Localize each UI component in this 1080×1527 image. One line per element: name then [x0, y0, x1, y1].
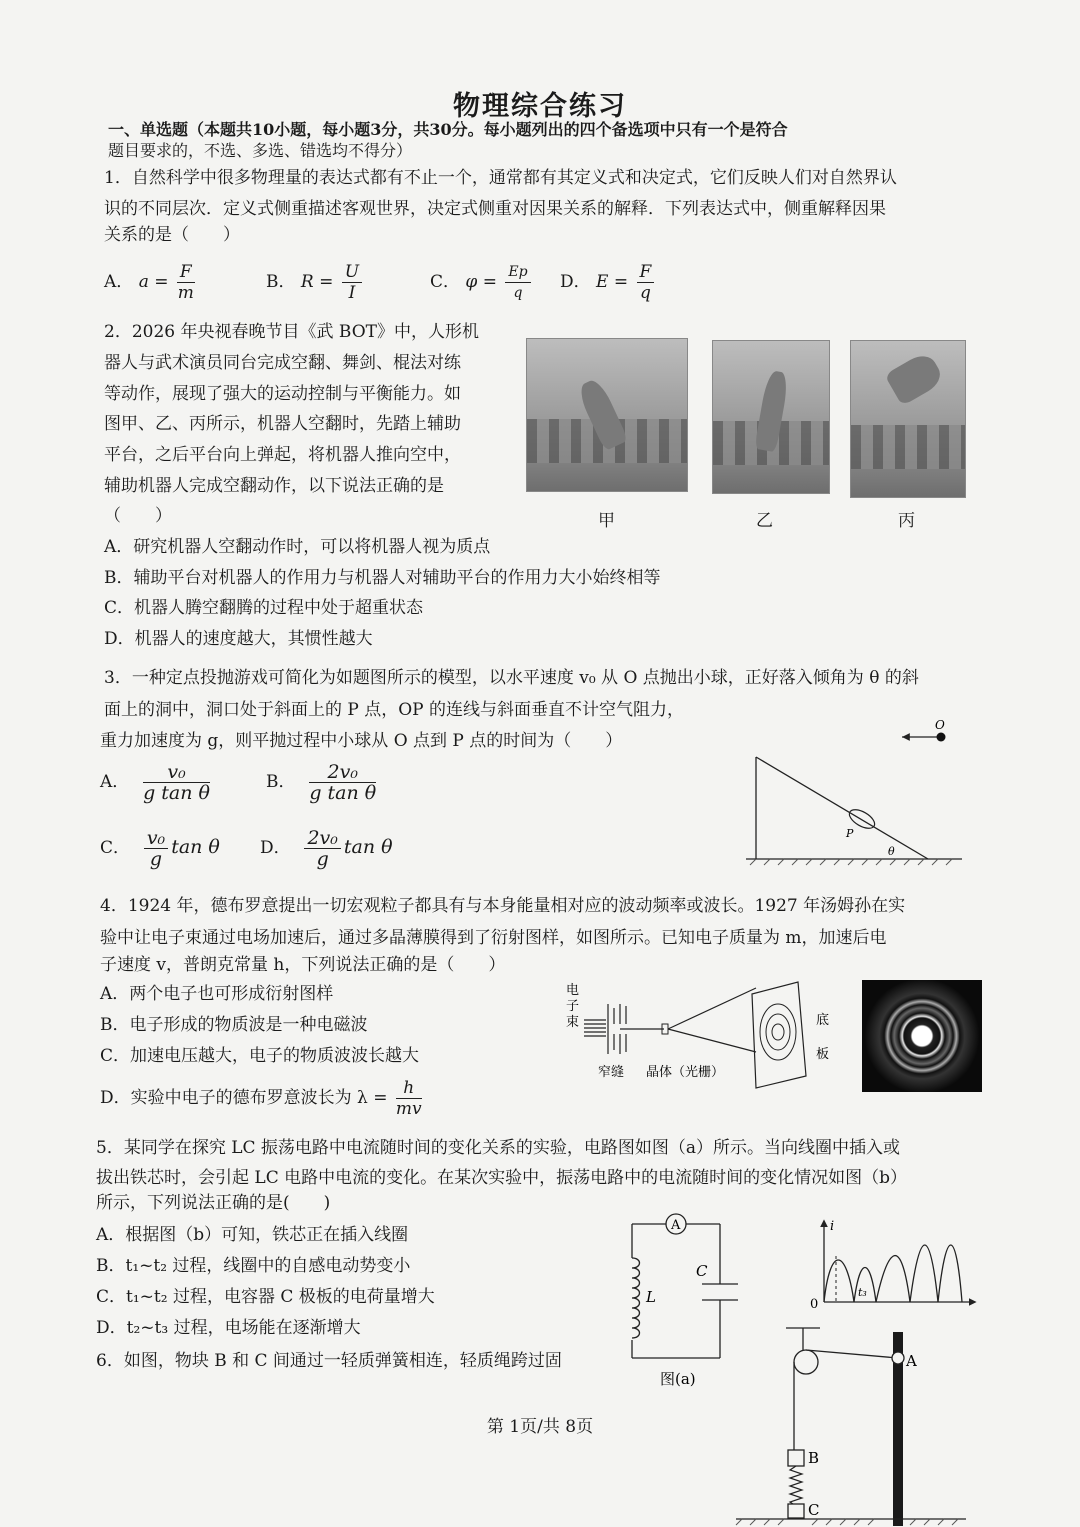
q5-line: 拔出铁芯时，会引起 LC 电路中电流的变化。在某次实验中，振荡电路中的电流随时间的变化情况如图（b） — [96, 1168, 907, 1188]
page-title: 物理综合练习 — [453, 91, 627, 122]
q4-line: 4．1924 年，德布罗意提出一切宏观粒子都具有与本身能量相对应的波动频率或波长。1927 年汤姆孙在实 — [100, 896, 906, 916]
q1-option-c[interactable]: C． φ = $\frac{Ep}{q}$ — [430, 262, 534, 303]
ammeter-label: A — [671, 1218, 681, 1233]
q5-line: 所示，下列说法正确的是( ) — [96, 1193, 331, 1213]
q4-option-b[interactable]: B．电子形成的物质波是一种电磁波 — [100, 1015, 368, 1035]
section-heading-cont: 题目要求的，不选、多选、错选均不得分） — [108, 141, 413, 160]
q3-option-b[interactable]: B． $\frac{\text{2v₀}}{\text{g tan θ}}$ — [266, 761, 377, 804]
svg-text:0: 0 — [810, 1297, 819, 1312]
q4-line: 验中让电子束通过电场加速后，通过多晶薄膜得到了衍射图样，如图所示。已知电子质量为 m，加速后电 — [100, 928, 887, 948]
svg-text:i: i — [830, 1219, 835, 1234]
svg-text:t₃: t₃ — [858, 1286, 867, 1299]
q3-line: 重力加速度为 g，则平抛过程中小球从 O 点到 P 点的时间为（ ） — [100, 731, 623, 751]
label-C: C — [808, 1501, 820, 1519]
q2-option-b[interactable]: B．辅助平台对机器人的作用力与机器人对辅助平台的作用力大小始终相等 — [104, 568, 661, 588]
robot-photo-yi — [712, 340, 830, 494]
q3-option-a[interactable]: A． $\frac{\text{v₀}}{\text{g tan θ}}$ — [100, 761, 210, 804]
q5-option-a[interactable]: A．根据图（b）可知，铁芯正在插入线圈 — [96, 1225, 409, 1245]
label-O: O — [935, 718, 945, 732]
q4-option-a[interactable]: A．两个电子也可形成衍射图样 — [100, 984, 334, 1004]
q2-line: 图甲、乙、丙所示，机器人空翻时，先踏上辅助 — [104, 414, 461, 434]
q2-option-c[interactable]: C．机器人腾空翻腾的过程中处于超重状态 — [104, 598, 424, 618]
q4-option-d[interactable]: D．实验中电子的德布罗意波长为 λ = $\frac{h}{mv}$ — [100, 1078, 422, 1119]
q3-line: 3．一种定点投抛游戏可简化为如题图所示的模型，以水平速度 v₀ 从 O 点抛出小球，正好落入倾角为 θ 的斜 — [104, 668, 919, 688]
q1-option-a[interactable]: A． a = $\frac{F}{m}$ — [104, 262, 194, 303]
caption-yi: 乙 — [756, 511, 773, 531]
diffraction-pattern-image — [862, 980, 982, 1092]
q2-line: 平台，之后平台向上弹起，将机器人推向空中， — [104, 445, 461, 465]
q2-line: （ ） — [104, 506, 172, 526]
q5-line: 5．某同学在探究 LC 振荡电路中电流随时间的变化关系的实验，电路图如图（a）所示。当向线圈中插入或 — [96, 1138, 901, 1158]
q5-option-c[interactable]: C．t₁~t₂ 过程，电容器 C 极板的电荷量增大 — [96, 1287, 435, 1307]
q1-option-b[interactable]: B． R = $\frac{U}{I}$ — [266, 262, 365, 303]
q2-option-d[interactable]: D．机器人的速度越大，其惯性越大 — [104, 629, 373, 649]
q4-line: 子速度 v，普朗克常量 h，下列说法正确的是（ ） — [100, 955, 506, 975]
q2-line: 辅助机器人完成空翻动作，以下说法正确的是 — [104, 476, 444, 496]
q2-line: 2．2026 年央视春晚节目《武 BOT》中，人形机 — [104, 322, 479, 342]
electron-diffraction-setup — [562, 980, 842, 1090]
svg-text:束: 束 — [566, 1015, 580, 1030]
svg-text:窄缝: 窄缝 — [598, 1065, 625, 1080]
label-B: B — [808, 1449, 820, 1467]
svg-text:电: 电 — [566, 983, 580, 998]
svg-text:底: 底 — [816, 1013, 830, 1028]
q1-line: 识的不同层次．定义式侧重描述客观世界，决定式侧重对因果关系的解释．下列表达式中，侧重解释因果 — [104, 199, 886, 219]
caption-bing: 丙 — [898, 511, 915, 531]
svg-text:子: 子 — [566, 999, 580, 1014]
q3-option-d[interactable]: D． $\frac{\text{2v₀}}{g}$ tan θ — [260, 827, 393, 870]
q5-option-b[interactable]: B．t₁~t₂ 过程，线圈中的自感电动势变小 — [96, 1256, 411, 1276]
lc-circuit-diagram — [622, 1212, 742, 1394]
q3-option-c[interactable]: C． $\frac{\text{v₀}}{g}$ tan θ — [100, 827, 220, 870]
projectile-incline-diagram — [740, 715, 970, 875]
q2-option-a[interactable]: A．研究机器人空翻动作时，可以将机器人视为质点 — [104, 537, 491, 557]
q2-line: 等动作，展现了强大的运动控制与平衡能力。如 — [104, 384, 461, 404]
svg-text:板: 板 — [816, 1047, 830, 1062]
q1-option-d[interactable]: D． E = $\frac{F}{q}$ — [560, 262, 657, 303]
svg-text:L: L — [646, 1288, 656, 1306]
svg-text:C: C — [696, 1262, 708, 1280]
label-A: A — [906, 1352, 917, 1370]
q6-line: 6．如图，物块 B 和 C 间通过一轻质弹簧相连，轻质绳跨过固 — [96, 1351, 562, 1371]
current-time-graph — [806, 1216, 982, 1312]
figure-a-caption: 图(a) — [660, 1370, 696, 1388]
q1-line: 关系的是（ ） — [104, 225, 240, 245]
q2-line: 器人与武术演员同台完成空翻、舞剑、棍法对练 — [104, 353, 461, 373]
label-P: P — [846, 827, 854, 840]
q3-line: 面上的洞中，洞口处于斜面上的 P 点，OP 的连线与斜面垂直不计空气阻力， — [104, 700, 685, 720]
label-theta: θ — [888, 845, 895, 858]
robot-photo-bing — [850, 340, 966, 498]
section-heading: 一、单选题（本题共10小题，每小题3分，共30分。每小题列出的四个备选项中只有一个是符合 — [108, 120, 788, 139]
page-footer: 第 1页/共 8页 — [486, 1417, 594, 1437]
q4-option-c[interactable]: C．加速电压越大，电子的物质波波长越大 — [100, 1046, 420, 1066]
q1-line: 1．自然科学中很多物理量的表达式都有不止一个，通常都有其定义式和决定式，它们反映人们对自然界认 — [104, 168, 897, 188]
robot-photo-jia — [526, 338, 688, 492]
q5-option-d[interactable]: D．t₂~t₃ 过程，电场能在逐渐增大 — [96, 1318, 361, 1338]
caption-jia: 甲 — [598, 511, 615, 531]
svg-text:晶体（光栅）: 晶体（光栅） — [646, 1065, 725, 1080]
